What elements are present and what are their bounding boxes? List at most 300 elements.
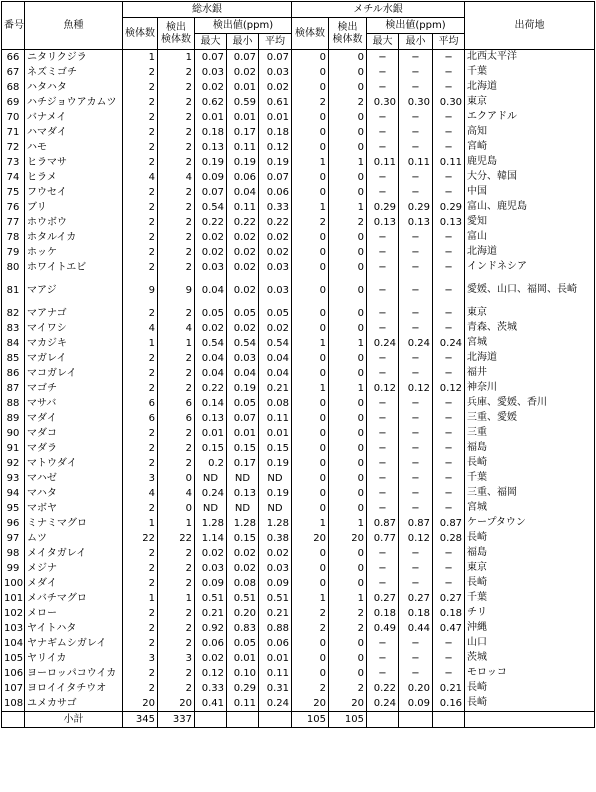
origin-cell: 千葉	[465, 591, 595, 606]
total-detected-samples-cell: 2	[158, 245, 195, 260]
fish-species-cell: メバチマグロ	[25, 591, 123, 606]
subtotal-row	[2, 712, 595, 728]
methyl-samples-cell: 0	[292, 456, 329, 471]
total-min-cell: 0.83	[227, 621, 259, 636]
row-number-cell: 106	[2, 666, 25, 681]
table-body	[2, 50, 595, 712]
methyl-min-cell: −	[399, 471, 433, 486]
table-row	[2, 230, 595, 245]
subtotal-empty-cell	[259, 712, 292, 728]
row-number-cell: 89	[2, 411, 25, 426]
table-row	[2, 696, 595, 712]
methyl-max-cell: −	[367, 50, 399, 66]
methyl-min-cell: 0.20	[399, 681, 433, 696]
total-avg-cell: 0.19	[259, 486, 292, 501]
methyl-detected-samples-cell: 0	[329, 306, 367, 321]
row-number-cell: 82	[2, 306, 25, 321]
total-detected-samples-cell: 2	[158, 95, 195, 110]
table-row	[2, 501, 595, 516]
origin-cell: 長崎	[465, 681, 595, 696]
methyl-detected-samples-cell: 0	[329, 396, 367, 411]
methyl-min-cell: −	[399, 441, 433, 456]
methyl-avg-cell: −	[433, 275, 465, 306]
total-samples-cell: 2	[123, 576, 158, 591]
total-detected-samples-cell: 2	[158, 456, 195, 471]
total-samples-cell: 2	[123, 636, 158, 651]
methyl-avg-cell: −	[433, 471, 465, 486]
methyl-avg-cell: −	[433, 486, 465, 501]
total-detected-samples-cell: 1	[158, 516, 195, 531]
total-avg-cell: 0.19	[259, 456, 292, 471]
fish-species-cell: マサバ	[25, 396, 123, 411]
total-samples-cell: 1	[123, 591, 158, 606]
row-number-cell: 99	[2, 561, 25, 576]
origin-cell: チリ	[465, 606, 595, 621]
total-max-cell: 0.02	[195, 321, 227, 336]
methyl-max-cell: −	[367, 140, 399, 155]
origin-cell: 三重、愛媛	[465, 411, 595, 426]
origin-cell: 高知	[465, 125, 595, 140]
total-detected-samples-cell: 0	[158, 501, 195, 516]
methyl-max-cell: −	[367, 306, 399, 321]
origin-cell: 長崎	[465, 531, 595, 546]
methyl-max-cell: −	[367, 636, 399, 651]
methyl-avg-cell: −	[433, 426, 465, 441]
methyl-avg-cell: −	[433, 110, 465, 125]
total-min-cell: 0.01	[227, 426, 259, 441]
mercury-table	[1, 1, 595, 728]
total-samples-cell: 2	[123, 606, 158, 621]
total-min-cell: 0.11	[227, 200, 259, 215]
total-detected-samples-cell: 2	[158, 125, 195, 140]
table-row	[2, 260, 595, 275]
table-row	[2, 546, 595, 561]
origin-cell: 茨城	[465, 651, 595, 666]
methyl-samples-cell: 0	[292, 426, 329, 441]
methyl-detected-samples-cell: 0	[329, 245, 367, 260]
methyl-max-cell: −	[367, 576, 399, 591]
methyl-max-cell: 0.13	[367, 215, 399, 230]
methyl-min-cell: −	[399, 546, 433, 561]
methyl-avg-cell: −	[433, 636, 465, 651]
row-number-cell: 69	[2, 95, 25, 110]
fish-species-cell: ホウボウ	[25, 215, 123, 230]
total-samples-cell: 2	[123, 215, 158, 230]
total-detected-samples-cell: 4	[158, 170, 195, 185]
total-max-cell: 0.33	[195, 681, 227, 696]
row-number-cell: 85	[2, 351, 25, 366]
total-avg-cell: 0.01	[259, 110, 292, 125]
total-samples-cell: 2	[123, 140, 158, 155]
total-min-cell: 0.02	[227, 561, 259, 576]
total-min-cell: 0.15	[227, 531, 259, 546]
fish-species-cell: マゴチ	[25, 381, 123, 396]
methyl-detected-samples-cell: 0	[329, 65, 367, 80]
fish-species-cell: メジナ	[25, 561, 123, 576]
methyl-min-cell: −	[399, 576, 433, 591]
total-detected-samples-cell: 1	[158, 50, 195, 66]
total-avg-cell: 0.54	[259, 336, 292, 351]
origin-cell: 福井	[465, 366, 595, 381]
fish-species-cell: メイタガレイ	[25, 546, 123, 561]
methyl-detected-samples-cell: 2	[329, 606, 367, 621]
methyl-min-cell: −	[399, 666, 433, 681]
methyl-min-cell: −	[399, 561, 433, 576]
origin-cell: 愛媛、山口、福岡、長崎	[465, 275, 595, 306]
methyl-samples-cell: 1	[292, 591, 329, 606]
total-avg-cell: ND	[259, 501, 292, 516]
fish-species-cell: マダラ	[25, 441, 123, 456]
header-total-max: 最大	[195, 34, 227, 50]
methyl-detected-samples-cell: 0	[329, 471, 367, 486]
total-max-cell: 1.14	[195, 531, 227, 546]
total-detected-samples-cell: 2	[158, 606, 195, 621]
table-row	[2, 531, 595, 546]
methyl-avg-cell: −	[433, 651, 465, 666]
subtotal-empty-cell	[195, 712, 227, 728]
methyl-min-cell: −	[399, 396, 433, 411]
table-row	[2, 321, 595, 336]
subtotal-empty-cell	[367, 712, 399, 728]
methyl-detected-samples-cell: 0	[329, 125, 367, 140]
total-detected-samples-cell: 2	[158, 140, 195, 155]
total-samples-cell: 2	[123, 260, 158, 275]
total-min-cell: 0.06	[227, 170, 259, 185]
methyl-avg-cell: −	[433, 396, 465, 411]
total-avg-cell: 0.02	[259, 80, 292, 95]
row-number-cell: 87	[2, 381, 25, 396]
table-row	[2, 576, 595, 591]
total-samples-cell: 1	[123, 336, 158, 351]
total-max-cell: 0.14	[195, 396, 227, 411]
total-min-cell: 0.05	[227, 396, 259, 411]
methyl-max-cell: −	[367, 471, 399, 486]
methyl-max-cell: −	[367, 230, 399, 245]
row-number-cell: 105	[2, 651, 25, 666]
total-samples-cell: 2	[123, 185, 158, 200]
origin-cell: 長崎	[465, 456, 595, 471]
methyl-samples-cell: 0	[292, 396, 329, 411]
total-samples-cell: 2	[123, 681, 158, 696]
methyl-min-cell: −	[399, 275, 433, 306]
methyl-avg-cell: −	[433, 561, 465, 576]
methyl-min-cell: −	[399, 366, 433, 381]
table-row	[2, 666, 595, 681]
table-row	[2, 621, 595, 636]
total-samples-cell: 2	[123, 80, 158, 95]
total-min-cell: 0.54	[227, 336, 259, 351]
row-number-cell: 97	[2, 531, 25, 546]
fish-species-cell: マアナゴ	[25, 306, 123, 321]
methyl-avg-cell: −	[433, 185, 465, 200]
methyl-samples-cell: 0	[292, 441, 329, 456]
total-min-cell: 0.10	[227, 666, 259, 681]
methyl-samples-cell: 2	[292, 95, 329, 110]
methyl-detected-samples-cell: 0	[329, 366, 367, 381]
methyl-detected-samples-cell: 0	[329, 351, 367, 366]
fish-species-cell: ハタハタ	[25, 80, 123, 95]
total-min-cell: 0.02	[227, 260, 259, 275]
fish-species-cell: ムツ	[25, 531, 123, 546]
fish-species-cell: ホワイトエビ	[25, 260, 123, 275]
total-min-cell: 0.51	[227, 591, 259, 606]
total-samples-cell: 2	[123, 621, 158, 636]
total-samples-cell: 3	[123, 471, 158, 486]
methyl-min-cell: −	[399, 245, 433, 260]
methyl-samples-cell: 1	[292, 155, 329, 170]
methyl-min-cell: −	[399, 651, 433, 666]
total-max-cell: 0.92	[195, 621, 227, 636]
methyl-samples-cell: 0	[292, 50, 329, 66]
methyl-samples-cell: 0	[292, 471, 329, 486]
methyl-min-cell: −	[399, 411, 433, 426]
methyl-samples-cell: 20	[292, 696, 329, 712]
total-min-cell: 0.01	[227, 651, 259, 666]
methyl-max-cell: 0.22	[367, 681, 399, 696]
methyl-max-cell: 0.12	[367, 381, 399, 396]
methyl-samples-cell: 0	[292, 245, 329, 260]
methyl-max-cell: 0.24	[367, 696, 399, 712]
total-detected-samples-cell: 2	[158, 546, 195, 561]
fish-species-cell: バナメイ	[25, 110, 123, 125]
total-min-cell: 0.01	[227, 110, 259, 125]
header-methyl-detected-samples: 検出 検体数	[329, 18, 367, 50]
fish-species-cell: マアジ	[25, 275, 123, 306]
methyl-avg-cell: −	[433, 170, 465, 185]
total-avg-cell: 0.07	[259, 170, 292, 185]
methyl-avg-cell: 0.27	[433, 591, 465, 606]
row-number-cell: 94	[2, 486, 25, 501]
methyl-avg-cell: −	[433, 50, 465, 66]
methyl-avg-cell: −	[433, 125, 465, 140]
origin-cell: 富山、鹿児島	[465, 200, 595, 215]
origin-cell: 長崎	[465, 576, 595, 591]
table-row	[2, 155, 595, 170]
methyl-detected-samples-cell: 0	[329, 110, 367, 125]
total-max-cell: 0.07	[195, 50, 227, 66]
total-min-cell: 0.15	[227, 441, 259, 456]
methyl-avg-cell: −	[433, 501, 465, 516]
total-min-cell: 0.02	[227, 546, 259, 561]
total-avg-cell: 0.06	[259, 185, 292, 200]
total-avg-cell: 0.33	[259, 200, 292, 215]
total-samples-cell: 2	[123, 441, 158, 456]
total-detected-samples-cell: 2	[158, 636, 195, 651]
methyl-detected-samples-cell: 0	[329, 651, 367, 666]
subtotal-methyl-detected: 105	[329, 712, 367, 728]
total-samples-cell: 2	[123, 426, 158, 441]
methyl-min-cell: −	[399, 170, 433, 185]
methyl-avg-cell: 0.30	[433, 95, 465, 110]
row-number-cell: 81	[2, 275, 25, 306]
methyl-avg-cell: −	[433, 411, 465, 426]
fish-species-cell: ハチジョウアカムツ	[25, 95, 123, 110]
total-max-cell: 0.09	[195, 170, 227, 185]
methyl-detected-samples-cell: 0	[329, 170, 367, 185]
methyl-avg-cell: 0.24	[433, 336, 465, 351]
total-samples-cell: 2	[123, 95, 158, 110]
methyl-min-cell: −	[399, 65, 433, 80]
methyl-max-cell: 0.30	[367, 95, 399, 110]
total-samples-cell: 1	[123, 516, 158, 531]
table-row	[2, 140, 595, 155]
methyl-avg-cell: −	[433, 366, 465, 381]
total-detected-samples-cell: 2	[158, 666, 195, 681]
methyl-min-cell: −	[399, 110, 433, 125]
methyl-samples-cell: 0	[292, 110, 329, 125]
methyl-avg-cell: 0.28	[433, 531, 465, 546]
total-avg-cell: 0.09	[259, 576, 292, 591]
origin-cell: 神奈川	[465, 381, 595, 396]
methyl-avg-cell: 0.12	[433, 381, 465, 396]
row-number-cell: 108	[2, 696, 25, 712]
header-methyl-mercury: メチル水銀	[292, 2, 465, 18]
total-detected-samples-cell: 2	[158, 215, 195, 230]
methyl-detected-samples-cell: 1	[329, 200, 367, 215]
total-avg-cell: 0.08	[259, 396, 292, 411]
header-methyl-max: 最大	[367, 34, 399, 50]
methyl-max-cell: 0.29	[367, 200, 399, 215]
subtotal-empty-cell	[227, 712, 259, 728]
total-samples-cell: 2	[123, 306, 158, 321]
row-number-cell: 93	[2, 471, 25, 486]
row-number-cell: 100	[2, 576, 25, 591]
methyl-max-cell: 0.49	[367, 621, 399, 636]
total-min-cell: 0.22	[227, 215, 259, 230]
origin-cell: ケープタウン	[465, 516, 595, 531]
methyl-detected-samples-cell: 0	[329, 501, 367, 516]
table-row	[2, 426, 595, 441]
subtotal-methyl-samples: 105	[292, 712, 329, 728]
table-row	[2, 636, 595, 651]
fish-species-cell: ヒラマサ	[25, 155, 123, 170]
fish-species-cell: マハゼ	[25, 471, 123, 486]
methyl-samples-cell: 0	[292, 321, 329, 336]
methyl-max-cell: 0.18	[367, 606, 399, 621]
table-row	[2, 471, 595, 486]
total-min-cell: 0.04	[227, 366, 259, 381]
total-detected-samples-cell: 20	[158, 696, 195, 712]
methyl-min-cell: −	[399, 80, 433, 95]
total-avg-cell: 0.03	[259, 275, 292, 306]
methyl-samples-cell: 1	[292, 200, 329, 215]
total-min-cell: 1.28	[227, 516, 259, 531]
methyl-avg-cell: −	[433, 65, 465, 80]
row-number-cell: 83	[2, 321, 25, 336]
methyl-detected-samples-cell: 0	[329, 666, 367, 681]
total-max-cell: 0.22	[195, 381, 227, 396]
methyl-detected-samples-cell: 0	[329, 426, 367, 441]
total-samples-cell: 3	[123, 651, 158, 666]
total-samples-cell: 2	[123, 546, 158, 561]
total-avg-cell: ND	[259, 471, 292, 486]
methyl-max-cell: −	[367, 125, 399, 140]
fish-species-cell: フウセイ	[25, 185, 123, 200]
total-detected-samples-cell: 2	[158, 381, 195, 396]
fish-species-cell: ヨロイイタチウオ	[25, 681, 123, 696]
total-min-cell: 0.07	[227, 411, 259, 426]
table-row	[2, 215, 595, 230]
total-samples-cell: 2	[123, 230, 158, 245]
methyl-avg-cell: −	[433, 245, 465, 260]
total-samples-cell: 2	[123, 200, 158, 215]
fish-species-cell: マコガレイ	[25, 366, 123, 381]
fish-species-cell: マダイ	[25, 411, 123, 426]
total-avg-cell: 0.06	[259, 636, 292, 651]
methyl-detected-samples-cell: 0	[329, 576, 367, 591]
total-max-cell: 0.04	[195, 275, 227, 306]
header-total-detected-value: 検出値(ppm)	[195, 18, 292, 34]
methyl-max-cell: −	[367, 441, 399, 456]
methyl-max-cell: −	[367, 426, 399, 441]
total-avg-cell: 0.03	[259, 65, 292, 80]
methyl-min-cell: −	[399, 260, 433, 275]
header-origin: 出荷地	[465, 2, 595, 50]
methyl-min-cell: 0.12	[399, 531, 433, 546]
total-min-cell: 0.20	[227, 606, 259, 621]
total-min-cell: 0.19	[227, 155, 259, 170]
total-min-cell: 0.03	[227, 351, 259, 366]
methyl-detected-samples-cell: 1	[329, 155, 367, 170]
origin-cell: 三重、福岡	[465, 486, 595, 501]
methyl-max-cell: −	[367, 396, 399, 411]
methyl-max-cell: 0.77	[367, 531, 399, 546]
fish-species-cell: ミナミマグロ	[25, 516, 123, 531]
total-avg-cell: 0.21	[259, 606, 292, 621]
methyl-samples-cell: 2	[292, 681, 329, 696]
total-max-cell: 0.2	[195, 456, 227, 471]
total-avg-cell: 0.61	[259, 95, 292, 110]
origin-cell: 宮城	[465, 336, 595, 351]
methyl-samples-cell: 2	[292, 621, 329, 636]
table-row	[2, 456, 595, 471]
total-samples-cell: 2	[123, 245, 158, 260]
total-max-cell: 0.13	[195, 411, 227, 426]
total-max-cell: 0.12	[195, 666, 227, 681]
fish-species-cell: メロー	[25, 606, 123, 621]
methyl-min-cell: 0.24	[399, 336, 433, 351]
row-number-cell: 79	[2, 245, 25, 260]
total-min-cell: ND	[227, 501, 259, 516]
methyl-samples-cell: 0	[292, 185, 329, 200]
total-max-cell: 0.18	[195, 125, 227, 140]
total-detected-samples-cell: 2	[158, 185, 195, 200]
total-samples-cell: 2	[123, 456, 158, 471]
methyl-min-cell: 0.27	[399, 591, 433, 606]
total-detected-samples-cell: 2	[158, 426, 195, 441]
methyl-max-cell: −	[367, 170, 399, 185]
methyl-max-cell: −	[367, 260, 399, 275]
methyl-max-cell: −	[367, 561, 399, 576]
total-detected-samples-cell: 2	[158, 441, 195, 456]
methyl-min-cell: 0.11	[399, 155, 433, 170]
table-row	[2, 245, 595, 260]
total-detected-samples-cell: 2	[158, 260, 195, 275]
total-detected-samples-cell: 6	[158, 396, 195, 411]
total-min-cell: 0.02	[227, 321, 259, 336]
origin-cell: 山口	[465, 636, 595, 651]
total-detected-samples-cell: 22	[158, 531, 195, 546]
total-max-cell: 1.28	[195, 516, 227, 531]
total-avg-cell: 0.02	[259, 546, 292, 561]
methyl-detected-samples-cell: 0	[329, 80, 367, 95]
total-min-cell: 0.02	[227, 65, 259, 80]
total-min-cell: 0.02	[227, 275, 259, 306]
total-avg-cell: 0.07	[259, 50, 292, 66]
total-avg-cell: 0.51	[259, 591, 292, 606]
row-number-cell: 78	[2, 230, 25, 245]
row-number-cell: 66	[2, 50, 25, 66]
